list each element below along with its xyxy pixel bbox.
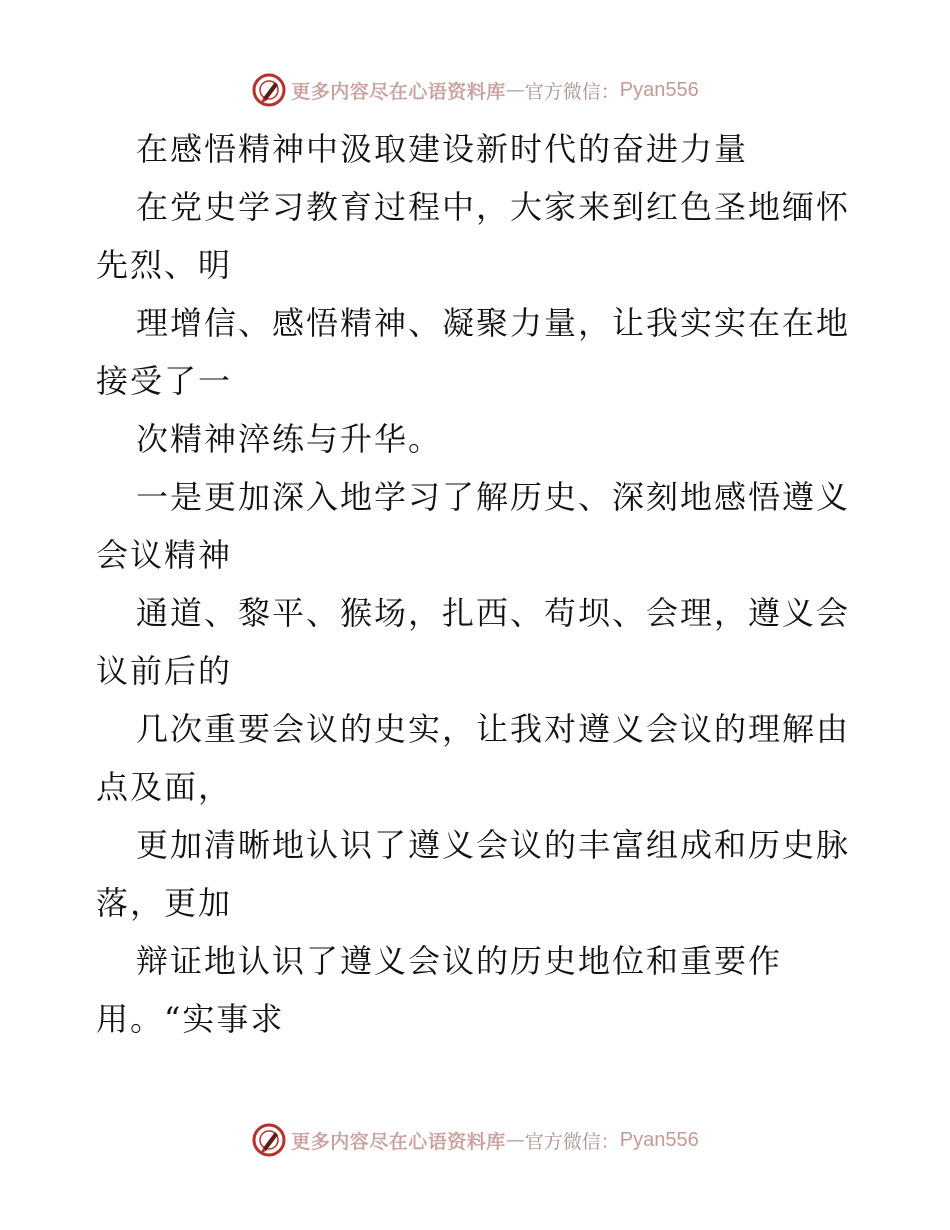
text-line: 议前后的 xyxy=(96,652,233,690)
header-banner xyxy=(0,70,950,110)
banner-text: 更多内容尽在心语资料库 xyxy=(291,80,506,103)
banner-dash: — xyxy=(505,79,525,101)
pen-logo-icon xyxy=(251,72,287,108)
banner-label: 官方微信： xyxy=(524,80,620,103)
banner-dash: — xyxy=(505,1129,525,1151)
document-body xyxy=(96,120,856,1048)
text-line: 次精神淬练与升华。 xyxy=(136,420,443,458)
banner-id: Pyan556 xyxy=(619,1128,699,1151)
pen-logo-icon xyxy=(251,1122,287,1158)
text-line: 接受了一 xyxy=(96,362,233,400)
document-title: 在感悟精神中汲取建设新时代的奋进力量 xyxy=(136,130,749,168)
text-line: 落，更加 xyxy=(96,884,233,922)
text-line: 一是更加深入地学习了解历史、深刻地感悟遵义 xyxy=(136,478,851,516)
text-line: 几次重要会议的史实，让我对遵义会议的理解由 xyxy=(136,710,851,748)
banner-text: 更多内容尽在心语资料库 xyxy=(291,1130,506,1153)
text-line: 用。“实事求 xyxy=(96,1000,285,1038)
text-line: 会议精神 xyxy=(96,536,233,574)
banner-id: Pyan556 xyxy=(619,78,699,101)
footer-banner xyxy=(0,1120,950,1160)
text-line: 在党史学习教育过程中，大家来到红色圣地缅怀 xyxy=(136,188,851,226)
text-line: 更加清晰地认识了遵义会议的丰富组成和历史脉 xyxy=(136,826,851,864)
text-line: 辩证地认识了遵义会议的历史地位和重要作 xyxy=(136,942,783,980)
text-line: 通道、黎平、猴场，扎西、苟坝、会理，遵义会 xyxy=(136,594,851,632)
banner-label: 官方微信： xyxy=(524,1130,620,1153)
text-line: 理增信、感悟精神、凝聚力量，让我实实在在地 xyxy=(136,304,851,342)
text-line: 点及面， xyxy=(96,768,233,806)
text-line: 先烈、明 xyxy=(96,246,233,284)
